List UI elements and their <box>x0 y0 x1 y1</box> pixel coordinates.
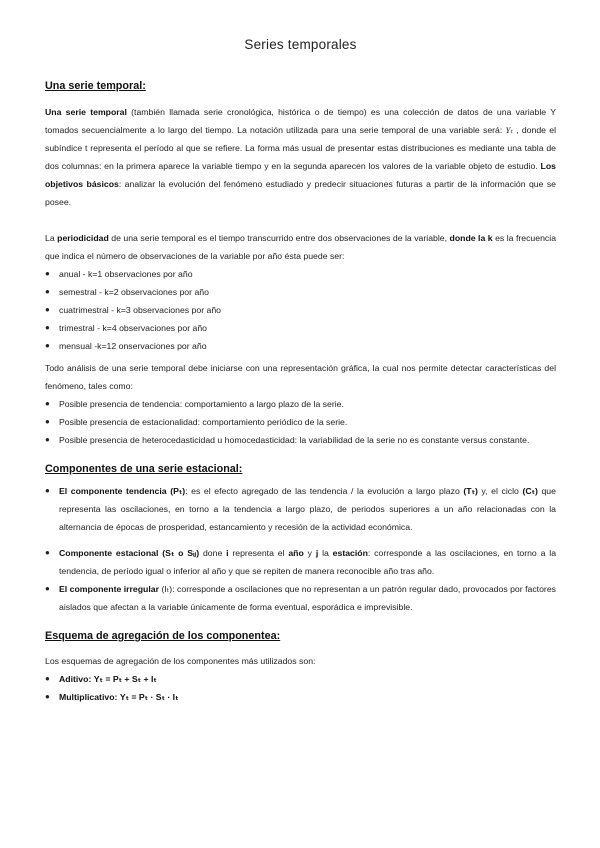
notation-yt: Yₜ <box>505 125 513 135</box>
analysis-paragraph: Todo análisis de una serie temporal debe iniciarse con una representación gráfica, la cual nos permite detectar características del fenómeno, tales como: <box>45 363 556 391</box>
periodicity-paragraph <box>45 229 556 265</box>
list-item-text: cuatrimestral - k=3 observaciones por año <box>59 305 222 315</box>
bullet-icon: ● <box>45 287 50 296</box>
bold-term: El componente tendencia <box>59 486 167 496</box>
bullet-icon: ● <box>45 305 50 314</box>
bullet-icon: ● <box>45 341 50 350</box>
text-span: representa el <box>228 548 289 558</box>
bullet-icon: ● <box>45 399 50 408</box>
text-span: : es el efecto agregado de las tendencia / la evolución a largo plazo <box>185 486 464 496</box>
symbol: (Pₜ) <box>170 486 186 496</box>
section-heading-serie-temporal: Una serie temporal: <box>45 80 146 92</box>
text-span: La <box>45 233 58 243</box>
text-span: (también llamada serie cronológica, histórica o de tiempo) es una colección de datos de una variable Y tomados secuencialmente a lo largo del tiempo. La notación utilizada para una serie temporal de una variable será: <box>45 107 556 135</box>
symbol: (Cₜ) <box>522 486 538 496</box>
text-span: es la frecuencia que indica el número de observaciones de la variable por año ésta puede ser: <box>45 233 557 261</box>
bullet-icon: ● <box>45 323 50 332</box>
list-item-text: trimestral - k=4 observaciones por año <box>59 323 207 333</box>
multiplicative-formula: Yₜ = Pₜ · Sₜ · Iₜ <box>119 692 179 702</box>
periodicity-list <box>45 265 556 355</box>
text-span: : corresponde a oscilaciones que no representan a un patrón regular dado, provocados por factores aislados que afectan a la variable únicamente de forma eventual, esporádica e imprevisible. <box>59 584 556 612</box>
text-span: : corresponde a las oscilaciones, en torno a la tendencia, de período igual o inferior al año y que se repiten de manera reconocible año tras año. <box>59 548 557 576</box>
list-item-tendencia <box>45 482 556 536</box>
symbol: (Sₜ o Sᵢⱼ) <box>162 548 200 558</box>
components-list <box>45 482 556 616</box>
bullet-icon: ● <box>45 269 50 278</box>
section-heading-componentes: Componentes de una serie estacional: <box>45 463 243 475</box>
bullet-icon: ● <box>45 435 50 444</box>
bold-i: i <box>226 548 229 558</box>
text-span: de una serie temporal es el tiempo transcurrido entre dos observaciones de la variable, <box>108 233 450 243</box>
list-item-text: Posible presencia de estacionalidad: comportamiento periódico de la serie. <box>59 417 348 427</box>
text-span: , donde el subíndice t representa el período al que se refiere. La forma más usual de presentar estas distribuciones es mediante una tabla de dos columnas: en la primera aparece la variable tiempo y en la segunda aparecen los valores de la variable objeto de estudio. <box>45 125 556 171</box>
list-item-text: anual - k=1 observaciones por año <box>59 269 193 279</box>
list-item <box>45 301 556 319</box>
symbol: (Tₜ) <box>463 486 478 496</box>
bold-j: j <box>315 548 319 558</box>
list-item <box>45 337 556 355</box>
additive-formula: Yₜ = Pₜ + Sₜ + Iₜ <box>93 674 157 684</box>
bold-donde-k: donde la k <box>449 233 493 243</box>
text-span: y <box>303 548 316 558</box>
list-item-text: Posible presencia de tendencia: comportamiento a largo plazo de la serie. <box>59 399 344 409</box>
list-item <box>45 395 556 413</box>
bullet-icon: ● <box>45 692 50 701</box>
text-span: : analizar la evolución del fenómeno estudiado y predecir situaciones futuras a partir de la información que se posee. <box>45 179 556 207</box>
list-item-estacional <box>45 544 556 580</box>
list-item <box>45 413 556 431</box>
list-item <box>45 283 556 301</box>
text-span: y, el ciclo <box>477 486 523 496</box>
symbol: (Iₜ) <box>161 584 173 594</box>
text-span: done <box>199 548 227 558</box>
scheme-label: Multiplicativo: <box>59 692 118 702</box>
bullet-icon: ● <box>45 674 50 683</box>
schemes-intro: Los esquemas de agregación de los componentes más utilizados son: <box>45 656 316 666</box>
schemes-list <box>45 670 556 706</box>
list-item <box>45 265 556 283</box>
list-item-text: mensual -k=12 onservaciones por año <box>59 341 207 351</box>
bullet-icon: ● <box>45 584 50 593</box>
bullet-icon: ● <box>45 548 50 557</box>
bold-periodicidad: periodicidad <box>57 233 109 243</box>
list-item-text: Posible presencia de heterocedasticidad u homocedasticidad: la variabilidad de la serie no es constante versus constante. <box>59 435 530 445</box>
bold-estacion: estación <box>332 548 368 558</box>
bold-objetivos: Los objetivos básicos <box>45 161 556 189</box>
list-item <box>45 319 556 337</box>
list-item-text: semestral - k=2 observaciones por año <box>59 287 209 297</box>
bold-term: Una serie temporal <box>45 107 127 117</box>
bullet-icon: ● <box>45 417 50 426</box>
bold-term: Componente estacional <box>59 548 159 558</box>
list-item-aditivo <box>45 670 556 688</box>
bullet-icon: ● <box>45 486 50 495</box>
text-span: la <box>318 548 333 558</box>
scheme-label: Aditivo: <box>59 674 92 684</box>
definition-paragraph <box>45 103 556 211</box>
features-list <box>45 395 556 449</box>
list-item-multiplicativo <box>45 688 556 706</box>
list-item-irregular <box>45 580 556 616</box>
bold-term: El componente irregular <box>59 584 159 594</box>
list-item <box>45 431 556 449</box>
section-heading-esquema: Esquema de agregación de los componentea: <box>45 630 281 642</box>
page-title: Series temporales <box>244 37 357 52</box>
text-span: que representa las oscilaciones, en torno a la tendencia a largo plazo, de periodos superiores a un año relacionadas con la alternancia de épocas de prosperidad, estancamiento y recesión de la actividad económica. <box>59 486 556 532</box>
bold-ano: año <box>288 548 304 558</box>
